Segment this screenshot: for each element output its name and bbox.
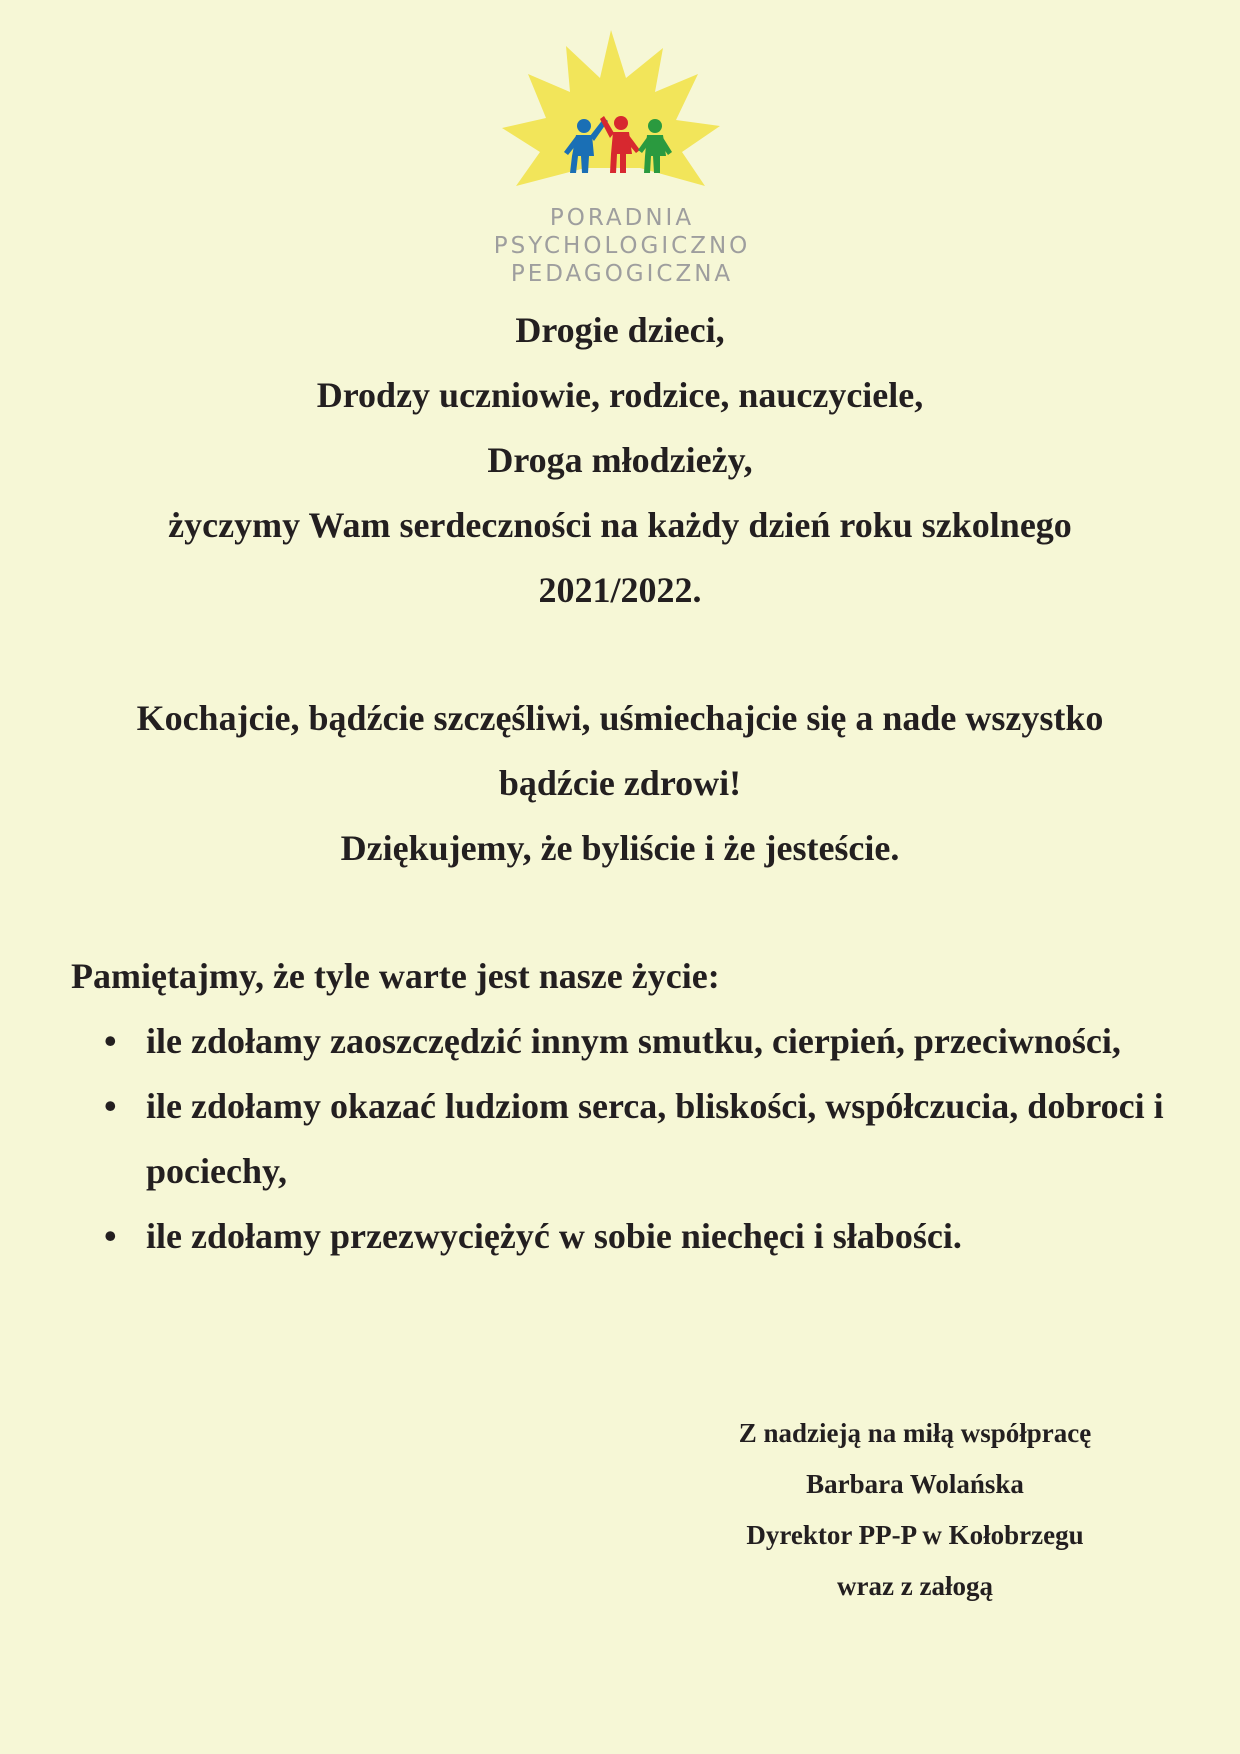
signature-block — [690, 1408, 1140, 1612]
greeting-line-3: Droga młodzieży, — [487, 440, 753, 480]
greeting-line-4: życzymy Wam serdeczności na każdy dzień roku szkolnego — [168, 505, 1072, 545]
remember-list — [71, 1009, 1191, 1269]
list-item-text: ile zdołamy przezwyciężyć w sobie niechęci i słabości. — [146, 1216, 962, 1256]
signature-line-1: Z nadzieją na miłą współpracę — [738, 1418, 1092, 1448]
list-item-text: ile zdołamy okazać ludziom serca, bliskości, współczucia, dobroci i pociechy, — [146, 1086, 1164, 1191]
greeting-block — [0, 298, 1240, 623]
sun-with-children-icon — [480, 28, 764, 198]
greeting-line-1: Drogie dzieci, — [515, 310, 725, 350]
remember-intro: Pamiętajmy, że tyle warte jest nasze życie: — [71, 956, 720, 996]
logo-text-line-1: PORADNIA — [549, 205, 695, 231]
list-item-text: ile zdołamy zaoszczędzić innym smutku, cierpień, przeciwności, — [146, 1021, 1121, 1061]
list-item — [71, 1204, 1191, 1269]
logo-text-line-2: PSYCHOLOGICZNO — [493, 233, 751, 259]
remember-block — [71, 944, 1191, 1269]
signature-line-3: Dyrektor PP-P w Kołobrzegu — [746, 1520, 1084, 1550]
list-item — [71, 1009, 1191, 1074]
signature-line-4: wraz z załogą — [837, 1571, 993, 1601]
list-item — [71, 1074, 1191, 1204]
wishes-line-2: bądźcie zdrowi! — [498, 763, 742, 803]
bullet-icon: • — [104, 1086, 117, 1126]
bullet-icon: • — [104, 1216, 117, 1256]
logo-text-line-3: PEDAGOGICZNA — [510, 261, 734, 287]
logo-text — [480, 204, 764, 288]
greeting-line-2: Drodzy uczniowie, rodzice, nauczyciele, — [316, 375, 924, 415]
poradnia-logo — [480, 28, 764, 288]
greeting-line-5: 2021/2022. — [538, 570, 702, 610]
bullet-icon: • — [104, 1021, 117, 1061]
wishes-line-3: Dziękujemy, że byliście i że jesteście. — [340, 828, 900, 868]
wishes-block — [0, 686, 1240, 881]
signature-line-2: Barbara Wolańska — [806, 1469, 1024, 1499]
wishes-line-1: Kochajcie, bądźcie szczęśliwi, uśmiechajcie się a nade wszystko — [136, 698, 1104, 738]
